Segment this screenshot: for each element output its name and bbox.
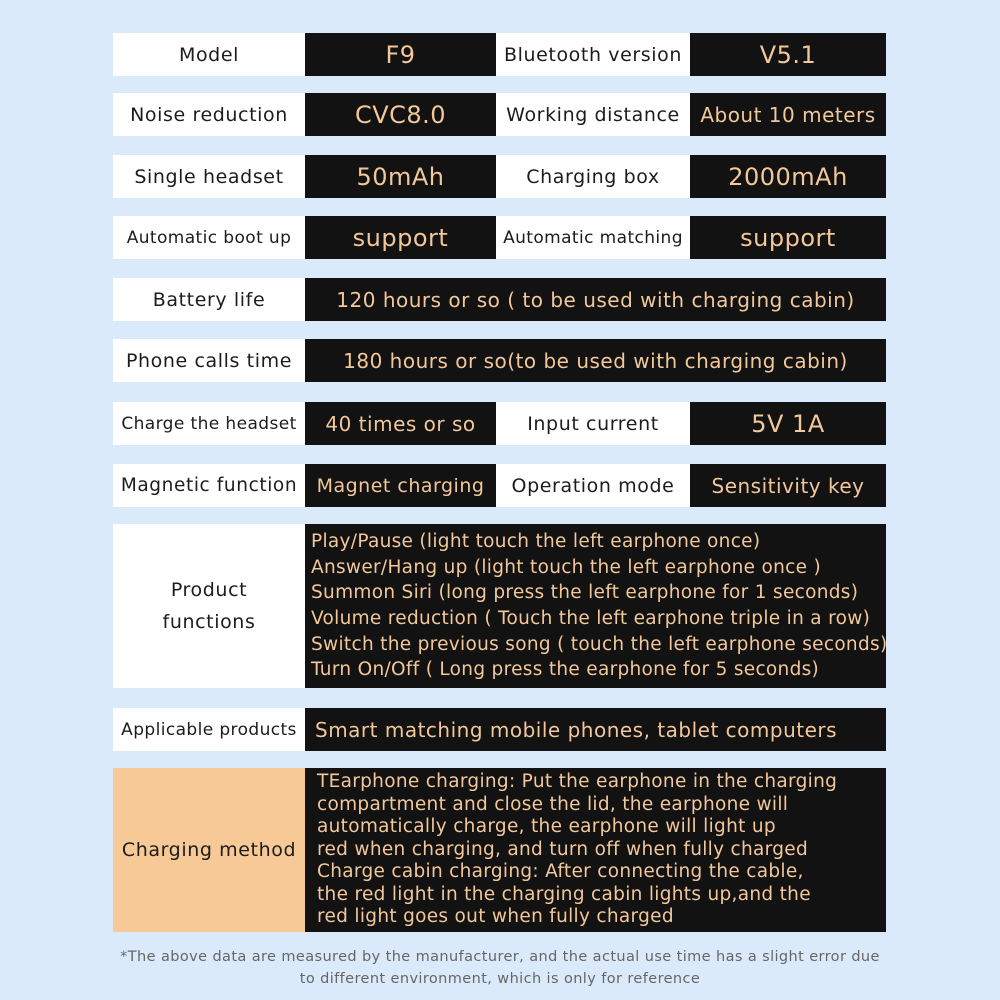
battery-life-label: Battery life [113, 278, 305, 321]
charging-line: automatically charge, the earphone will light up [317, 816, 776, 838]
magnetic-function-label: Magnetic function [113, 464, 305, 507]
automatic-boot-label: Automatic boot up [113, 216, 305, 259]
working-distance-label: Working distance [496, 93, 690, 136]
applicable-products-label: Applicable products [113, 708, 305, 751]
function-item: Volume reduction ( Touch the left earphone triple in a row) [311, 608, 871, 629]
charging-method-description [305, 768, 886, 932]
bluetooth-value: V5.1 [690, 33, 886, 76]
charging-box-value: 2000mAh [690, 155, 886, 198]
model-label: Model [113, 33, 305, 76]
phone-calls-value: 180 hours or so(to be used with charging cabin) [305, 339, 886, 382]
input-current-value: 5V 1A [690, 402, 886, 445]
charging-line: the red light in the charging cabin lights up,and the [317, 883, 811, 905]
charging-box-label: Charging box [496, 155, 690, 198]
footnote [0, 946, 1000, 990]
operation-mode-value: Sensitivity key [690, 464, 886, 507]
function-item: Turn On/Off ( Long press the earphone for 5 seconds) [311, 659, 820, 681]
product-functions-label-line1: Product [170, 579, 248, 601]
charge-headset-label: Charge the headset [113, 402, 305, 445]
function-item: Play/Pause (light touch the left earphone once) [311, 531, 761, 553]
footnote-line2: to different environment, which is only for reference [299, 971, 701, 987]
model-value: F9 [305, 33, 496, 76]
automatic-matching-label: Automatic matching [496, 216, 690, 259]
footnote-line1: *The above data are measured by the manufacturer, and the actual use time has a slight error due [120, 949, 880, 965]
noise-reduction-label: Noise reduction [113, 93, 305, 136]
charging-line: red when charging, and turn off when fully charged [317, 838, 809, 860]
noise-reduction-value: CVC8.0 [305, 93, 496, 136]
operation-mode-label: Operation mode [496, 464, 690, 507]
phone-calls-label: Phone calls time [113, 339, 305, 382]
charging-line: Charge cabin charging: After connecting the cable, [317, 861, 804, 883]
single-headset-label: Single headset [113, 155, 305, 198]
magnetic-function-value: Magnet charging [305, 464, 496, 507]
function-item: Switch the previous song ( touch the left earphone seconds) [311, 633, 888, 655]
product-functions-label-line2: functions [162, 611, 256, 633]
charging-line: red light goes out when fully charged [317, 906, 674, 928]
charging-line: compartment and close the lid, the earphone will [317, 793, 789, 815]
applicable-products-value: Smart matching mobile phones, tablet computers [305, 708, 886, 751]
bluetooth-label: Bluetooth version [496, 33, 690, 76]
product-functions-list [305, 524, 886, 688]
function-item: Answer/Hang up (light touch the left earphone once ) [311, 556, 821, 578]
automatic-matching-value: support [690, 216, 886, 259]
charge-headset-value: 40 times or so [305, 402, 496, 445]
single-headset-value: 50mAh [305, 155, 496, 198]
battery-life-value: 120 hours or so ( to be used with charging cabin) [305, 278, 886, 321]
charging-method-label: Charging method [113, 768, 305, 932]
function-item: Summon Siri (long press the left earphone for 1 seconds) [311, 582, 859, 604]
charging-line: TEarphone charging: Put the earphone in the charging [317, 771, 838, 793]
product-functions-label [113, 524, 305, 688]
input-current-label: Input current [496, 402, 690, 445]
working-distance-value: About 10 meters [690, 93, 886, 136]
automatic-boot-value: support [305, 216, 496, 259]
